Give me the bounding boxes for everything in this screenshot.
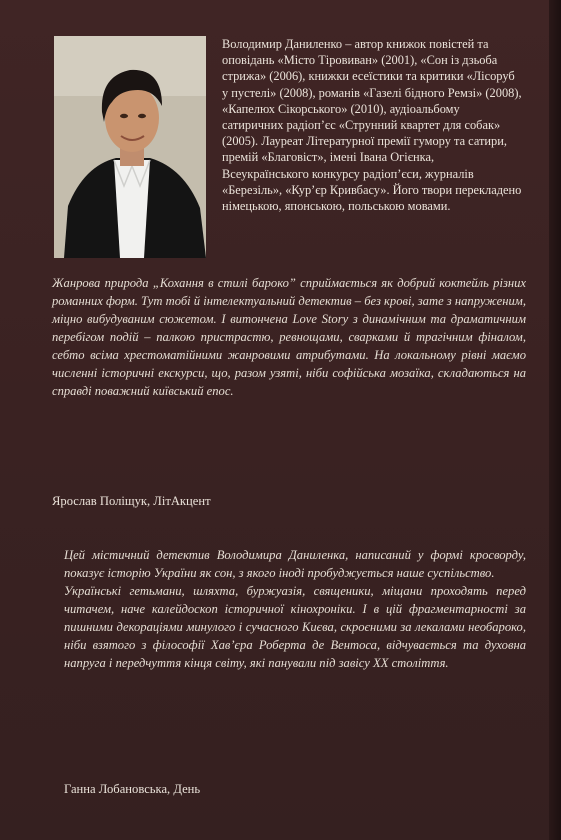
author-bio xyxy=(222,36,522,214)
bio-text: Володимир Даниленко – автор книжок повістей та оповідань «Місто Тіровиван» (2001), «Сон із дзьоба стрижа» (2006), книжки есеїстики та критики «Лісоруб у пустелі» (2008), романів «Газелі бідного Ремзі» (2008), «Капелюх Сікорського» (2010), аудіоальбому сатиричних радіоп’єс «Струнний квартет для собак» (2005). Лауреат Літературної премії гумору та сатири, премій «Благовіст», імені Івана Огієнка, Всеукраїнського конкурсу радіоп’єси, журналів «Березіль», «Кур’єр Кривбасу». Його твори перекладено німецькою, японською, польською мовами. xyxy=(222,37,522,214)
review-quote-1 xyxy=(52,274,526,400)
review-1-text: Жанрова природа „Кохання в стилі бароко” сприймається як добрий коктейль різних романних форм. Тут тобі й інтелектуальний детектив – без крові, зате з напруженим, міцно вибудуваним сюжетом. І витончена Love Story з динамічним та драматичним перебігом подій – палкою пристрастю, ревнощами, сварками й трагічним фіналом, себто всіма хрестоматійними жанровими атрибутами. На локальному рівні маємо численні історичні екскурси, що, разом узяті, ніби софійська мозаїка, складаються на справді поважний київський епос. xyxy=(52,276,526,398)
review-2-author: Ганна Лобановська, День xyxy=(64,782,201,796)
review-quote-2 xyxy=(64,546,526,672)
review-2-paragraph-1: Цей містичний детектив Володимира Даниленка, написаний у формі кросворду, показує історію України як сон, з якого іноді пробуджується наше суспільство. xyxy=(64,548,526,580)
review-2-paragraph-2: Українські гетьмани, шляхта, буржуазія, священики, міщани проходять перед читачем, наче калейдоскоп історичної кінохроніки. І в цій фрагментарності за пишними декораціями минулого і сучасного Києва, скроєними за лекалами необароко, ніби взятого з філософії Хав’єра Роберта де Вентоса, відчувається та духовна напруга і передчуття кінця світу, які панували під завісу ХХ століття. xyxy=(64,584,526,670)
cover-edge xyxy=(549,0,561,840)
review-1-author: Ярослав Поліщук, ЛітАкцент xyxy=(52,494,211,508)
author-photo xyxy=(54,36,206,258)
